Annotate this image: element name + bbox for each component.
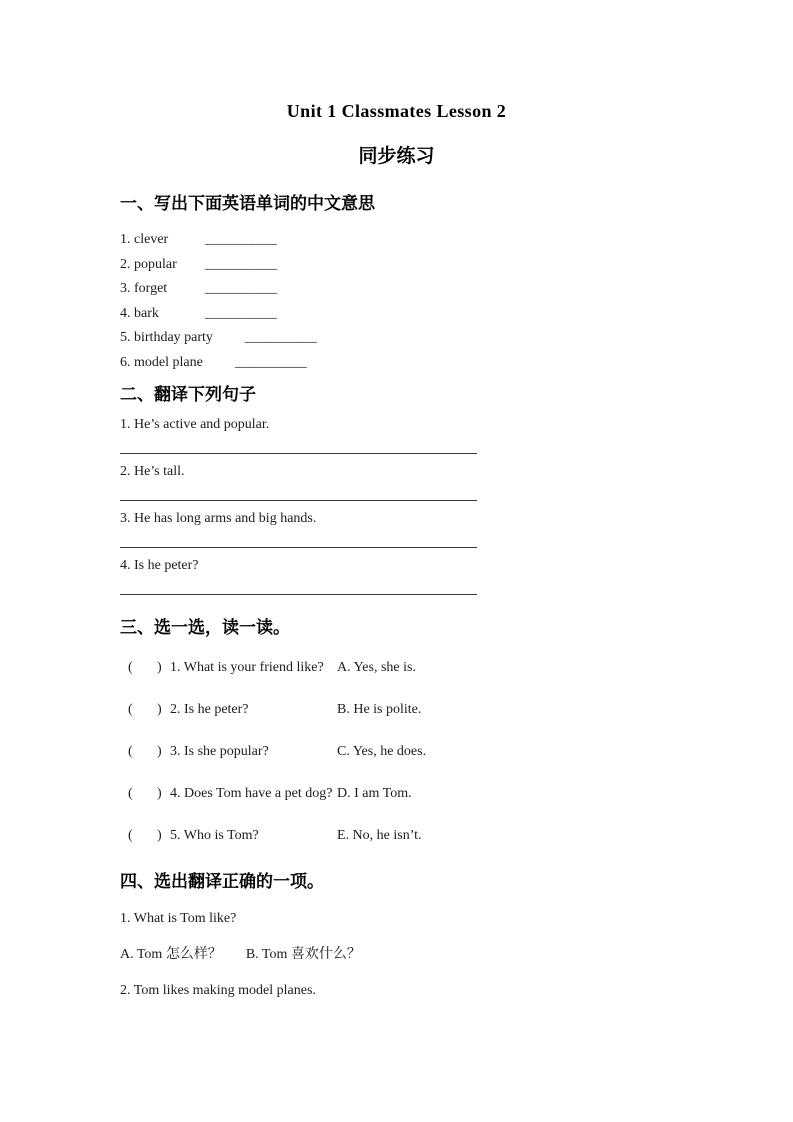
word-label: 6. model plane — [120, 354, 203, 370]
matching-row — [120, 744, 673, 759]
matching-row — [120, 786, 673, 801]
section3-heading: 三、选一选，读一读。 — [120, 618, 290, 637]
matching-question: 4. Does Tom have a pet dog? — [170, 786, 333, 801]
matching-row — [120, 660, 673, 675]
section1-heading: 一、写出下面英语单词的中文意思 — [120, 194, 375, 213]
open-paren: ( — [128, 786, 133, 801]
answer-blank: __________ — [205, 281, 277, 296]
close-paren: ) — [157, 786, 162, 801]
section4-heading: 四、选出翻译正确的一项。 — [120, 872, 324, 891]
word-label: 1. clever — [120, 232, 169, 247]
section-translation — [120, 383, 673, 595]
open-paren: ( — [128, 744, 133, 759]
answer-line — [120, 500, 477, 501]
translation-item — [120, 415, 673, 454]
translation-sentence: 3. He has long arms and big hands. — [120, 511, 317, 526]
matching-question: 3. Is she popular? — [170, 744, 269, 759]
matching-question: 1. What is your friend like? — [170, 660, 324, 675]
translation-sentence: 1. He’s active and popular. — [120, 417, 270, 432]
choose-question-2: 2. Tom likes making model planes. — [120, 983, 316, 998]
word-item — [120, 228, 673, 253]
close-paren: ) — [157, 660, 162, 675]
open-paren: ( — [128, 702, 133, 717]
answer-blank: __________ — [244, 330, 317, 345]
translation-sentence: 2. He’s tall. — [120, 464, 185, 479]
choose-options — [120, 947, 673, 962]
section-choose-translation — [120, 870, 673, 998]
answer-blank: __________ — [205, 232, 277, 247]
open-paren: ( — [128, 660, 133, 675]
matching-answer: E. No, he isn’t. — [337, 828, 422, 843]
word-label: 5. birthday party — [120, 330, 213, 345]
option-a: A. Tom 怎么样？ — [120, 947, 222, 962]
word-item — [120, 277, 673, 302]
word-label: 4. bark — [120, 305, 159, 321]
answer-blank: __________ — [235, 354, 307, 370]
answer-blank: __________ — [205, 305, 277, 321]
matching-question: 2. Is he peter? — [170, 702, 249, 717]
close-paren: ) — [157, 744, 162, 759]
word-item — [120, 351, 673, 376]
word-label: 3. forget — [120, 281, 168, 296]
section-matching — [120, 616, 673, 843]
matching-row — [120, 702, 673, 717]
word-item — [120, 326, 673, 351]
translation-item — [120, 462, 673, 501]
section2-heading: 二、翻译下列句子 — [120, 385, 256, 404]
matching-answer: B. He is polite. — [337, 702, 422, 717]
matching-answer: C. Yes, he does. — [337, 744, 427, 759]
translation-item — [120, 556, 673, 595]
word-label: 2. popular — [120, 256, 177, 272]
option-b: B. Tom 喜欢什么？ — [245, 947, 361, 962]
matching-row — [120, 828, 673, 843]
page-title: Unit 1 Classmates Lesson 2 — [286, 101, 507, 121]
matching-list — [120, 660, 673, 843]
close-paren: ) — [157, 828, 162, 843]
close-paren: ) — [157, 702, 162, 717]
answer-line — [120, 594, 477, 595]
word-item — [120, 302, 673, 327]
matching-answer: D. I am Tom. — [337, 786, 412, 801]
open-paren: ( — [128, 828, 133, 843]
matching-answer: A. Yes, she is. — [337, 660, 416, 675]
answer-blank: __________ — [205, 256, 277, 272]
choose-question-1: 1. What is Tom like? — [120, 911, 237, 926]
word-list — [120, 228, 673, 375]
translation-list — [120, 415, 673, 595]
translation-sentence: 4. Is he peter? — [120, 558, 199, 573]
section-vocabulary — [120, 192, 673, 375]
answer-line — [120, 547, 477, 548]
translation-item — [120, 509, 673, 548]
answer-line — [120, 453, 477, 454]
page-subtitle: 同步练习 — [358, 146, 435, 167]
word-item — [120, 253, 673, 278]
matching-question: 5. Who is Tom? — [170, 828, 259, 843]
